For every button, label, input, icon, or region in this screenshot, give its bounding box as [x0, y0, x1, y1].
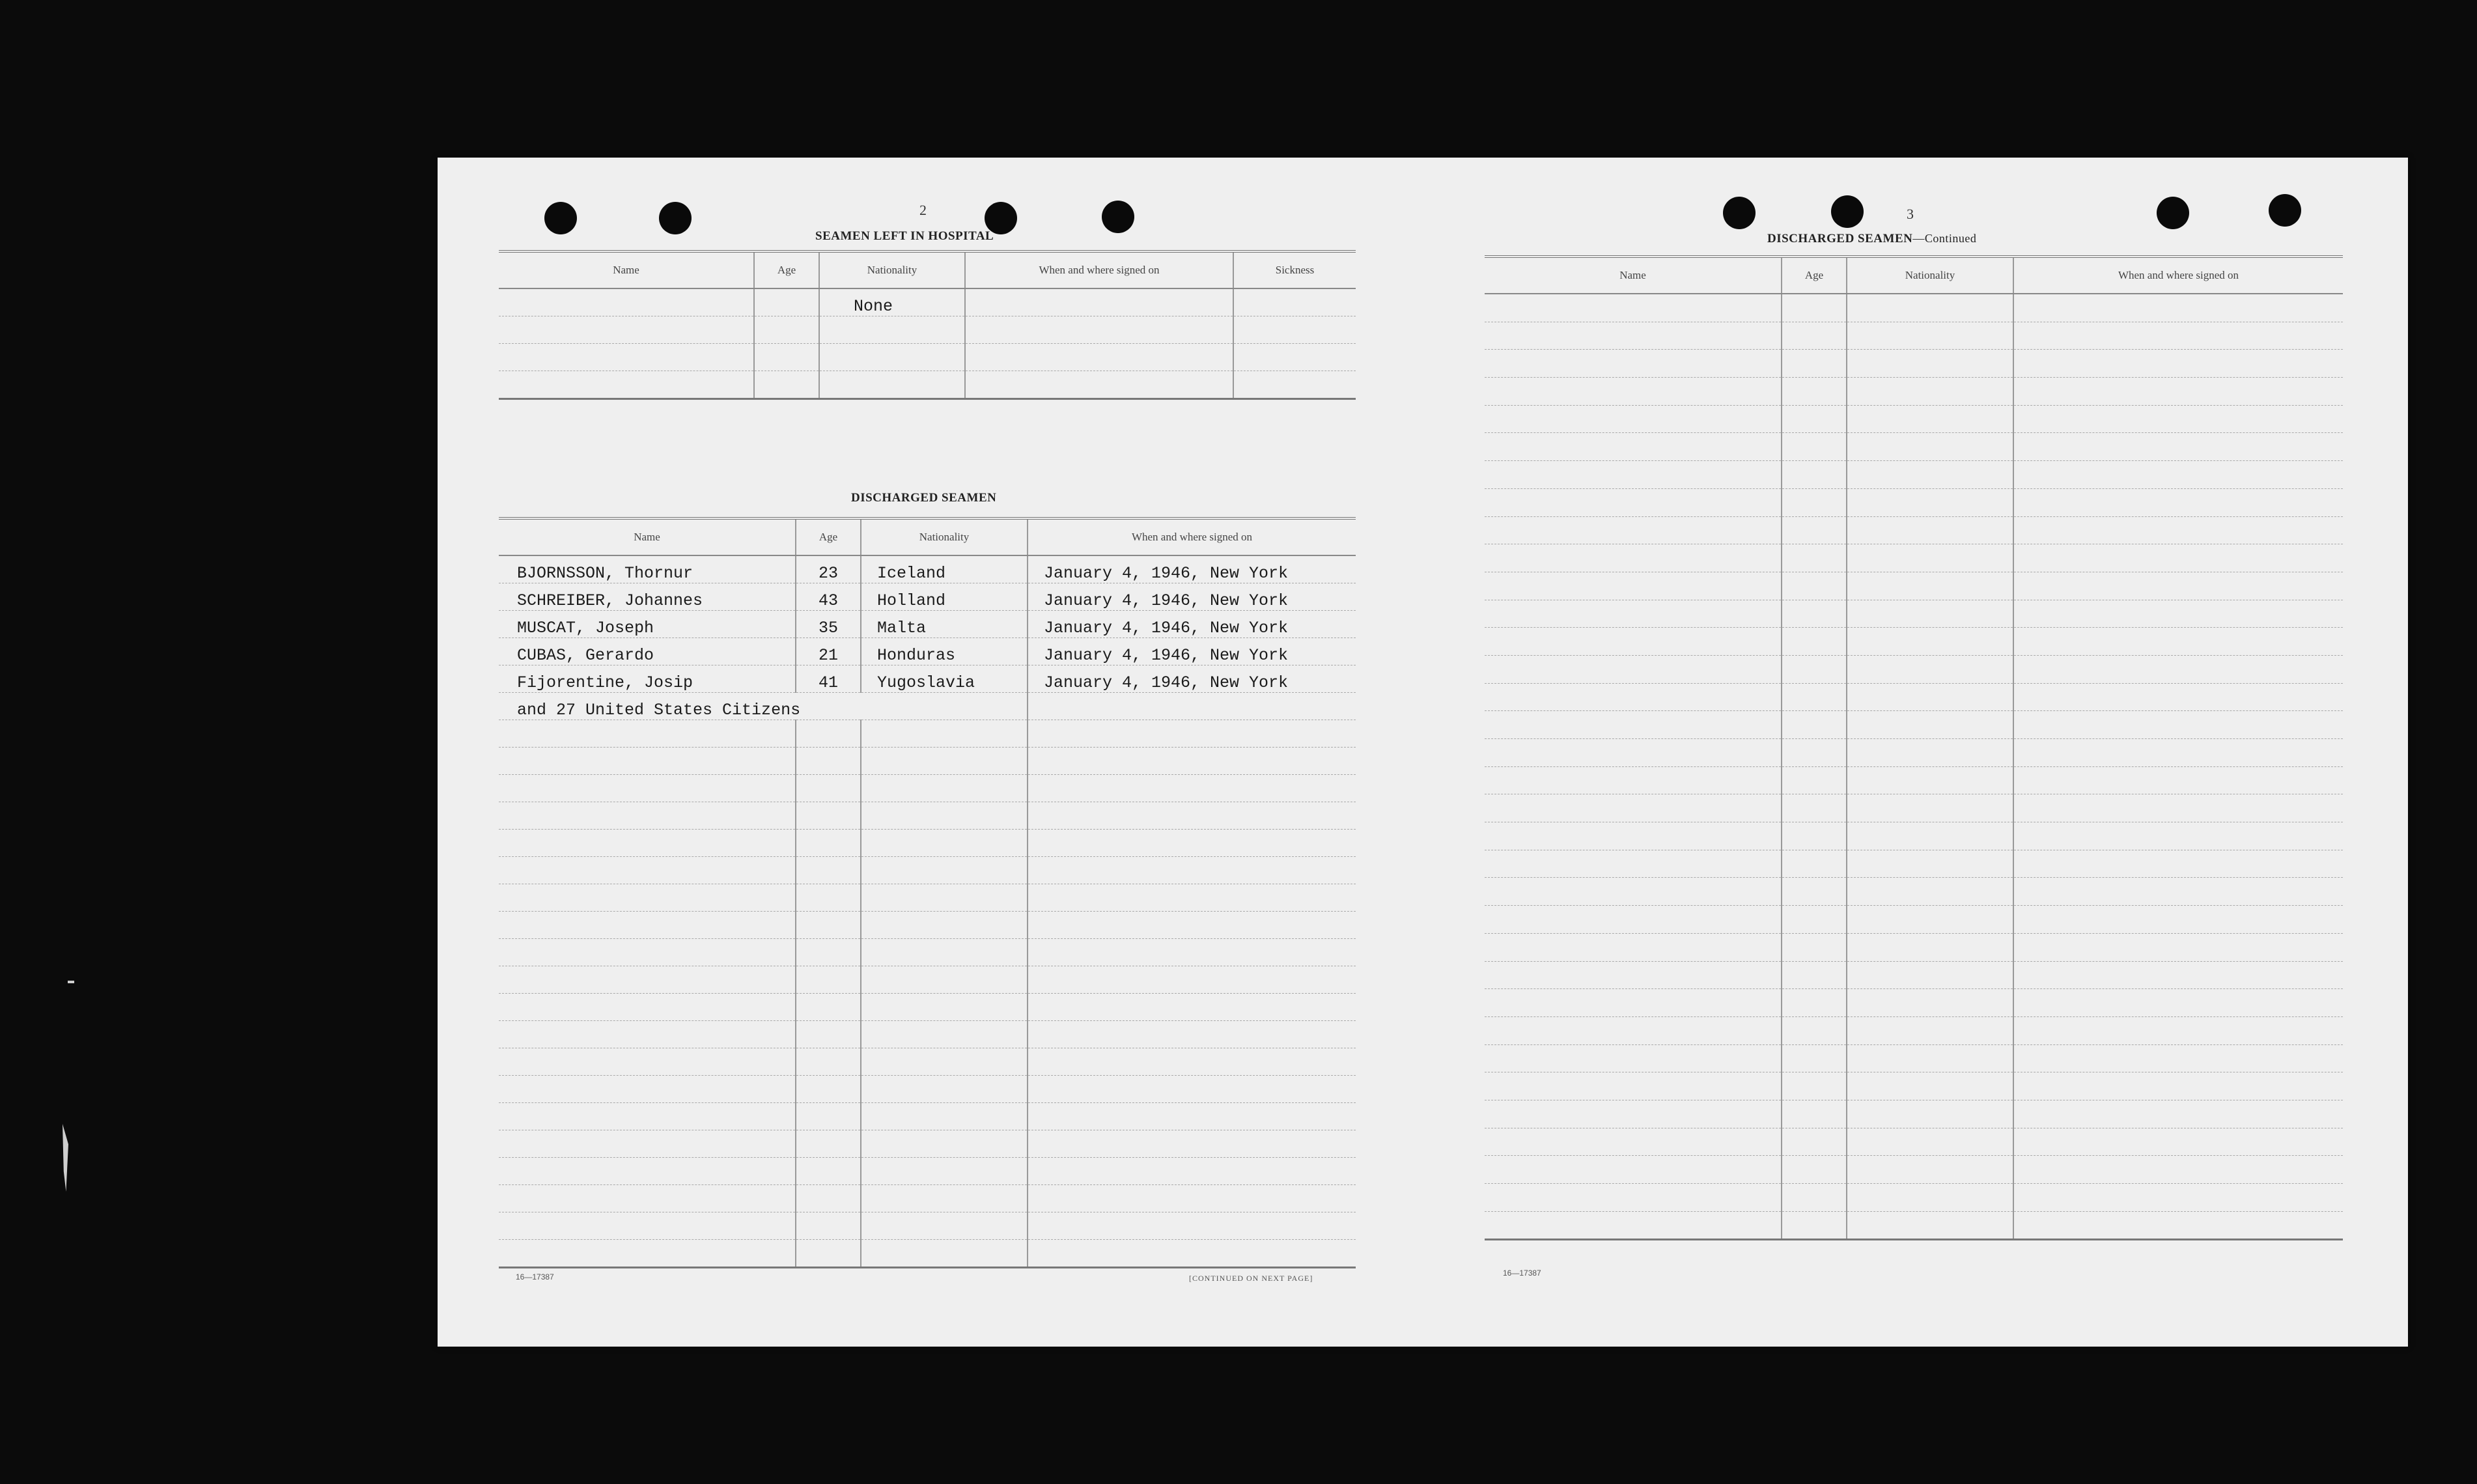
table-row [499, 638, 1356, 665]
table-row [1485, 711, 2343, 739]
table-row [499, 371, 1356, 399]
table-row [499, 994, 1356, 1021]
table-row [499, 555, 1356, 583]
table-row [499, 912, 1356, 939]
hospital-table [499, 250, 1356, 400]
table-row [499, 802, 1356, 830]
punch-hole [544, 202, 577, 234]
table-row [499, 1021, 1356, 1048]
table-row [1485, 516, 2343, 544]
column-header-age: Age [1782, 257, 1847, 294]
table-row [499, 1158, 1356, 1185]
right-form-number: 16—17387 [1503, 1268, 1541, 1278]
table-row [1485, 350, 2343, 378]
discharged-table [499, 517, 1356, 1268]
hospital-section-title: SEAMEN LEFT IN HOSPITAL [815, 229, 994, 243]
column-header-sickness: Sickness [1233, 251, 1356, 288]
scan-edge-mark [63, 1124, 68, 1192]
table-row [499, 939, 1356, 966]
seaman-signed-on: January 4, 1946, New York [1028, 583, 1356, 611]
seaman-signed-on: January 4, 1946, New York [1028, 638, 1356, 665]
table-row [1485, 933, 2343, 961]
table-row [1485, 433, 2343, 461]
seaman-name: SCHREIBER, Johannes [499, 583, 796, 611]
seaman-age: 35 [796, 611, 861, 638]
table-row [499, 884, 1356, 912]
punch-hole [659, 202, 692, 234]
table-row [499, 857, 1356, 884]
seaman-nationality: Iceland [861, 555, 1028, 583]
table-row [1485, 378, 2343, 406]
column-header-name: Name [499, 251, 754, 288]
column-header-signed-on: When and where signed on [2013, 257, 2343, 294]
table-row [499, 1185, 1356, 1212]
table-row [499, 288, 1356, 316]
column-header-age: Age [796, 518, 861, 555]
discharged-section-title: DISCHARGED SEAMEN [851, 491, 997, 505]
seaman-name: MUSCAT, Joseph [499, 611, 796, 638]
table-row [499, 966, 1356, 994]
seaman-signed-on: January 4, 1946, New York [1028, 611, 1356, 638]
table-row [499, 720, 1356, 748]
seaman-nationality: Holland [861, 583, 1028, 611]
seaman-nationality: Yugoslavia [861, 665, 1028, 693]
table-row [499, 830, 1356, 857]
seaman-age: 41 [796, 665, 861, 693]
table-row [1485, 405, 2343, 433]
table-row [499, 1076, 1356, 1103]
table-row [1485, 572, 2343, 600]
table-row [499, 1212, 1356, 1240]
table-row [1485, 1044, 2343, 1072]
table-row [499, 665, 1356, 693]
column-header-age: Age [754, 251, 819, 288]
table-row [499, 1048, 1356, 1076]
table-row [499, 1240, 1356, 1268]
column-header-name: Name [1485, 257, 1782, 294]
seaman-name: CUBAS, Gerardo [499, 638, 796, 665]
table-row [499, 748, 1356, 775]
discharged-continued-table [1485, 255, 2343, 1240]
seaman-signed-on: January 4, 1946, New York [1028, 665, 1356, 693]
right-page-number: 3 [1907, 206, 1914, 222]
table-row [1485, 1128, 2343, 1156]
punch-hole [1831, 195, 1864, 228]
table-row [1485, 766, 2343, 794]
us-citizens-note: and 27 United States Citizens [499, 693, 1028, 720]
table-row [499, 1130, 1356, 1158]
seaman-age: 23 [796, 555, 861, 583]
table-row [1485, 906, 2343, 934]
table-row [1485, 961, 2343, 989]
column-header-nationality: Nationality [1847, 257, 2013, 294]
seaman-age: 43 [796, 583, 861, 611]
table-row [499, 583, 1356, 611]
table-row [499, 344, 1356, 371]
table-row [499, 775, 1356, 802]
scan-edge-mark [68, 981, 74, 983]
table-row [1485, 850, 2343, 878]
table-row [499, 316, 1356, 344]
hospital-entry-none: None [819, 288, 965, 316]
column-header-signed-on: When and where signed on [965, 251, 1233, 288]
table-row [499, 611, 1356, 638]
table-row [1485, 1100, 2343, 1128]
punch-hole [1723, 197, 1756, 229]
table-row [1485, 1016, 2343, 1044]
table-row [499, 693, 1356, 720]
record-sheet [438, 158, 2408, 1347]
table-row [1485, 488, 2343, 516]
discharged-header-row [499, 518, 1356, 555]
table-row [1485, 544, 2343, 572]
left-page-number: 2 [919, 202, 927, 218]
column-header-signed-on: When and where signed on [1028, 518, 1356, 555]
seaman-name: BJORNSSON, Thornur [499, 555, 796, 583]
table-row [1485, 600, 2343, 628]
table-row [1485, 322, 2343, 350]
table-row [1485, 1211, 2343, 1240]
column-header-name: Name [499, 518, 796, 555]
table-row [1485, 1156, 2343, 1184]
punch-hole [1102, 201, 1134, 233]
seaman-nationality: Malta [861, 611, 1028, 638]
seaman-age: 21 [796, 638, 861, 665]
table-row [1485, 655, 2343, 683]
table-row [1485, 628, 2343, 656]
table-row [1485, 822, 2343, 850]
right-title-suffix: —Continued [1912, 232, 1977, 245]
seaman-name: Fijorentine, Josip [499, 665, 796, 693]
table-row [1485, 878, 2343, 906]
column-header-nationality: Nationality [861, 518, 1028, 555]
table-row [1485, 739, 2343, 767]
seaman-nationality: Honduras [861, 638, 1028, 665]
punch-hole [2157, 197, 2189, 229]
right-title-main: DISCHARGED SEAMEN [1767, 232, 1913, 245]
table-row [1485, 794, 2343, 822]
table-row [1485, 683, 2343, 711]
table-row [1485, 1072, 2343, 1100]
punch-hole [2269, 194, 2301, 227]
table-row [1485, 294, 2343, 322]
table-row [499, 1103, 1356, 1130]
hospital-header-row [499, 251, 1356, 288]
table-row [1485, 989, 2343, 1017]
table-row [1485, 461, 2343, 489]
seaman-signed-on: January 4, 1946, New York [1028, 555, 1356, 583]
column-header-nationality: Nationality [819, 251, 965, 288]
left-form-number: 16—17387 [516, 1272, 554, 1281]
continued-note: [CONTINUED ON NEXT PAGE] [1189, 1274, 1313, 1283]
right-section-title [1767, 232, 1976, 246]
continued-header-row [1485, 257, 2343, 294]
table-row [1485, 1184, 2343, 1212]
